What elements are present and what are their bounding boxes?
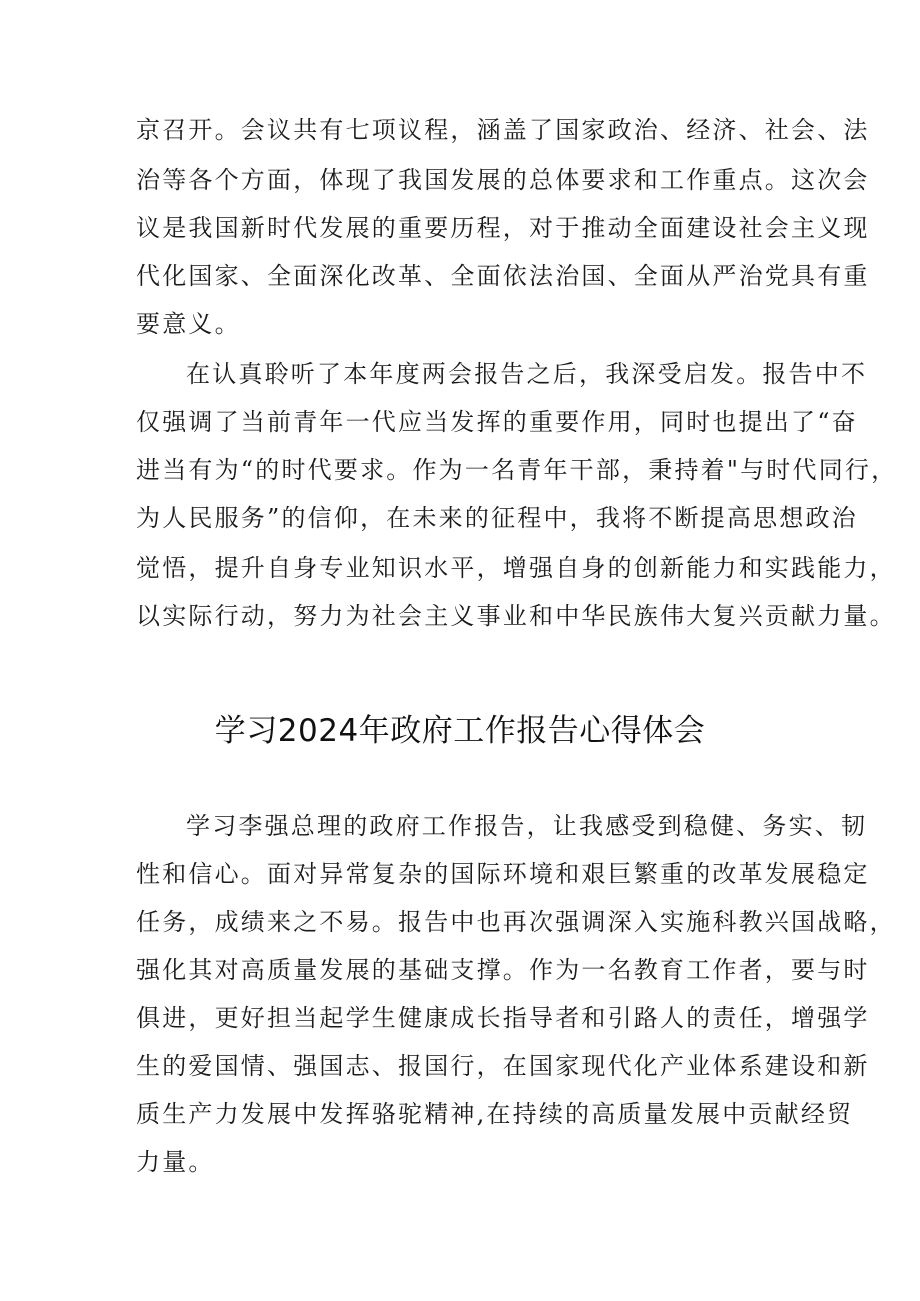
paragraph-line: 质生产力发展中发挥骆驼精神,在持续的高质量发展中贡献经贸	[136, 1100, 854, 1128]
paragraph-line: 代化国家、全面深化改革、全面依法治国、全面从严治党具有重	[136, 262, 870, 290]
paragraph-line: 觉悟，提升自身专业知识水平，增强自身的创新能力和实践能力，	[136, 554, 896, 582]
paragraph-line: 俱进，更好担当起学生健康成长指导者和引路人的责任，增强学	[136, 1004, 870, 1032]
paragraph-line: 强化其对高质量发展的基础支撑。作为一名教育工作者，要与时	[136, 956, 870, 984]
section-title: 学习2024年政府工作报告心得体会	[214, 713, 706, 749]
paragraph-line: 进当有为“的时代要求。作为一名青年干部，秉持着"与时代同行，	[136, 456, 898, 484]
paragraph-line: 以实际行动，努力为社会主义事业和中华民族伟大复兴贡献力量。	[136, 602, 896, 630]
paragraph-line: 力量。	[136, 1148, 215, 1176]
paragraph-line: 在认真聆听了本年度两会报告之后，我深受启发。报告中不	[186, 360, 868, 388]
paragraph-line: 学习李强总理的政府工作报告，让我感受到稳健、务实、韧	[186, 812, 868, 840]
paragraph-line: 议是我国新时代发展的重要历程，对于推动全面建设社会主义现	[136, 214, 870, 242]
paragraph-line: 为人民服务”的信仰，在未来的征程中，我将不断提高思想政治	[136, 504, 858, 532]
paragraph-line: 京召开。会议共有七项议程，涵盖了国家政治、经济、社会、法	[136, 116, 870, 144]
paragraph-line: 治等各个方面，体现了我国发展的总体要求和工作重点。这次会	[136, 166, 870, 194]
paragraph-line: 性和信心。面对异常复杂的国际环境和艰巨繁重的改革发展稳定	[136, 860, 870, 888]
paragraph-line: 生的爱国情、强国志、报国行，在国家现代化产业体系建设和新	[136, 1052, 870, 1080]
paragraph-line: 仅强调了当前青年一代应当发挥的重要作用，同时也提出了“奋	[136, 408, 858, 436]
paragraph-line: 要意义。	[136, 310, 241, 338]
paragraph-line: 任务，成绩来之不易。报告中也再次强调深入实施科教兴国战略，	[136, 908, 896, 936]
